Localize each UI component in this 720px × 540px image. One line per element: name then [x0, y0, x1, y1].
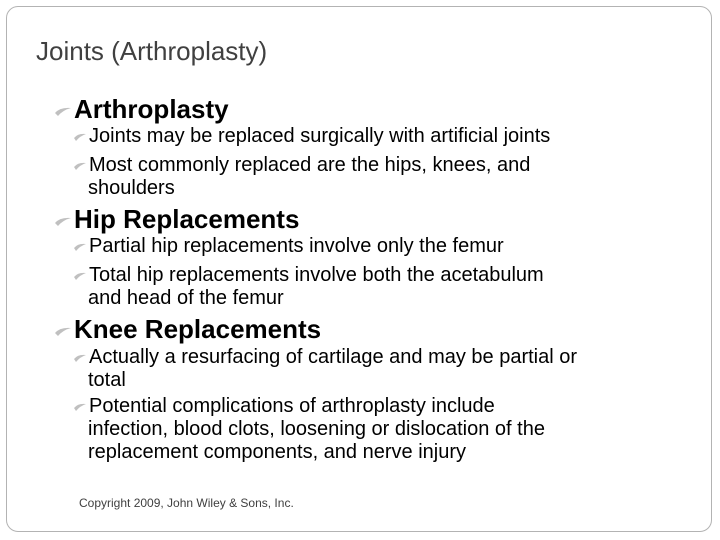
section-heading-arthroplasty: Arthroplasty: [54, 94, 229, 124]
section-heading-knee-replacements: Knee Replacements: [54, 314, 321, 344]
copyright-footer: Copyright 2009, John Wiley & Sons, Inc.: [79, 496, 294, 510]
list-item: Actually a resurfacing of cartilage and may be partial or total: [73, 346, 698, 392]
list-item: Partial hip replacements involve only the femur: [73, 235, 698, 258]
swoosh-bullet-icon: [73, 241, 87, 252]
list-item: Total hip replacements involve both the acetabulum and head of the femur: [73, 264, 698, 310]
swoosh-bullet-icon: [54, 324, 72, 338]
swoosh-bullet-icon: [54, 214, 72, 228]
slide-title: Joints (Arthroplasty): [36, 36, 268, 66]
swoosh-bullet-icon: [73, 131, 87, 142]
section-heading-hip-replacements: Hip Replacements: [54, 204, 299, 234]
swoosh-bullet-icon: [73, 270, 87, 281]
list-item: Joints may be replaced surgically with artificial joints: [73, 125, 698, 148]
swoosh-bullet-icon: [73, 160, 87, 171]
list-item: Potential complications of arthroplasty include infection, blood clots, loosening or dislocation of the replacement components, and nerve injury: [73, 395, 698, 464]
swoosh-bullet-icon: [54, 104, 72, 118]
list-item: Most commonly replaced are the hips, knees, and shoulders: [73, 154, 698, 200]
swoosh-bullet-icon: [73, 352, 87, 363]
swoosh-bullet-icon: [73, 401, 87, 412]
